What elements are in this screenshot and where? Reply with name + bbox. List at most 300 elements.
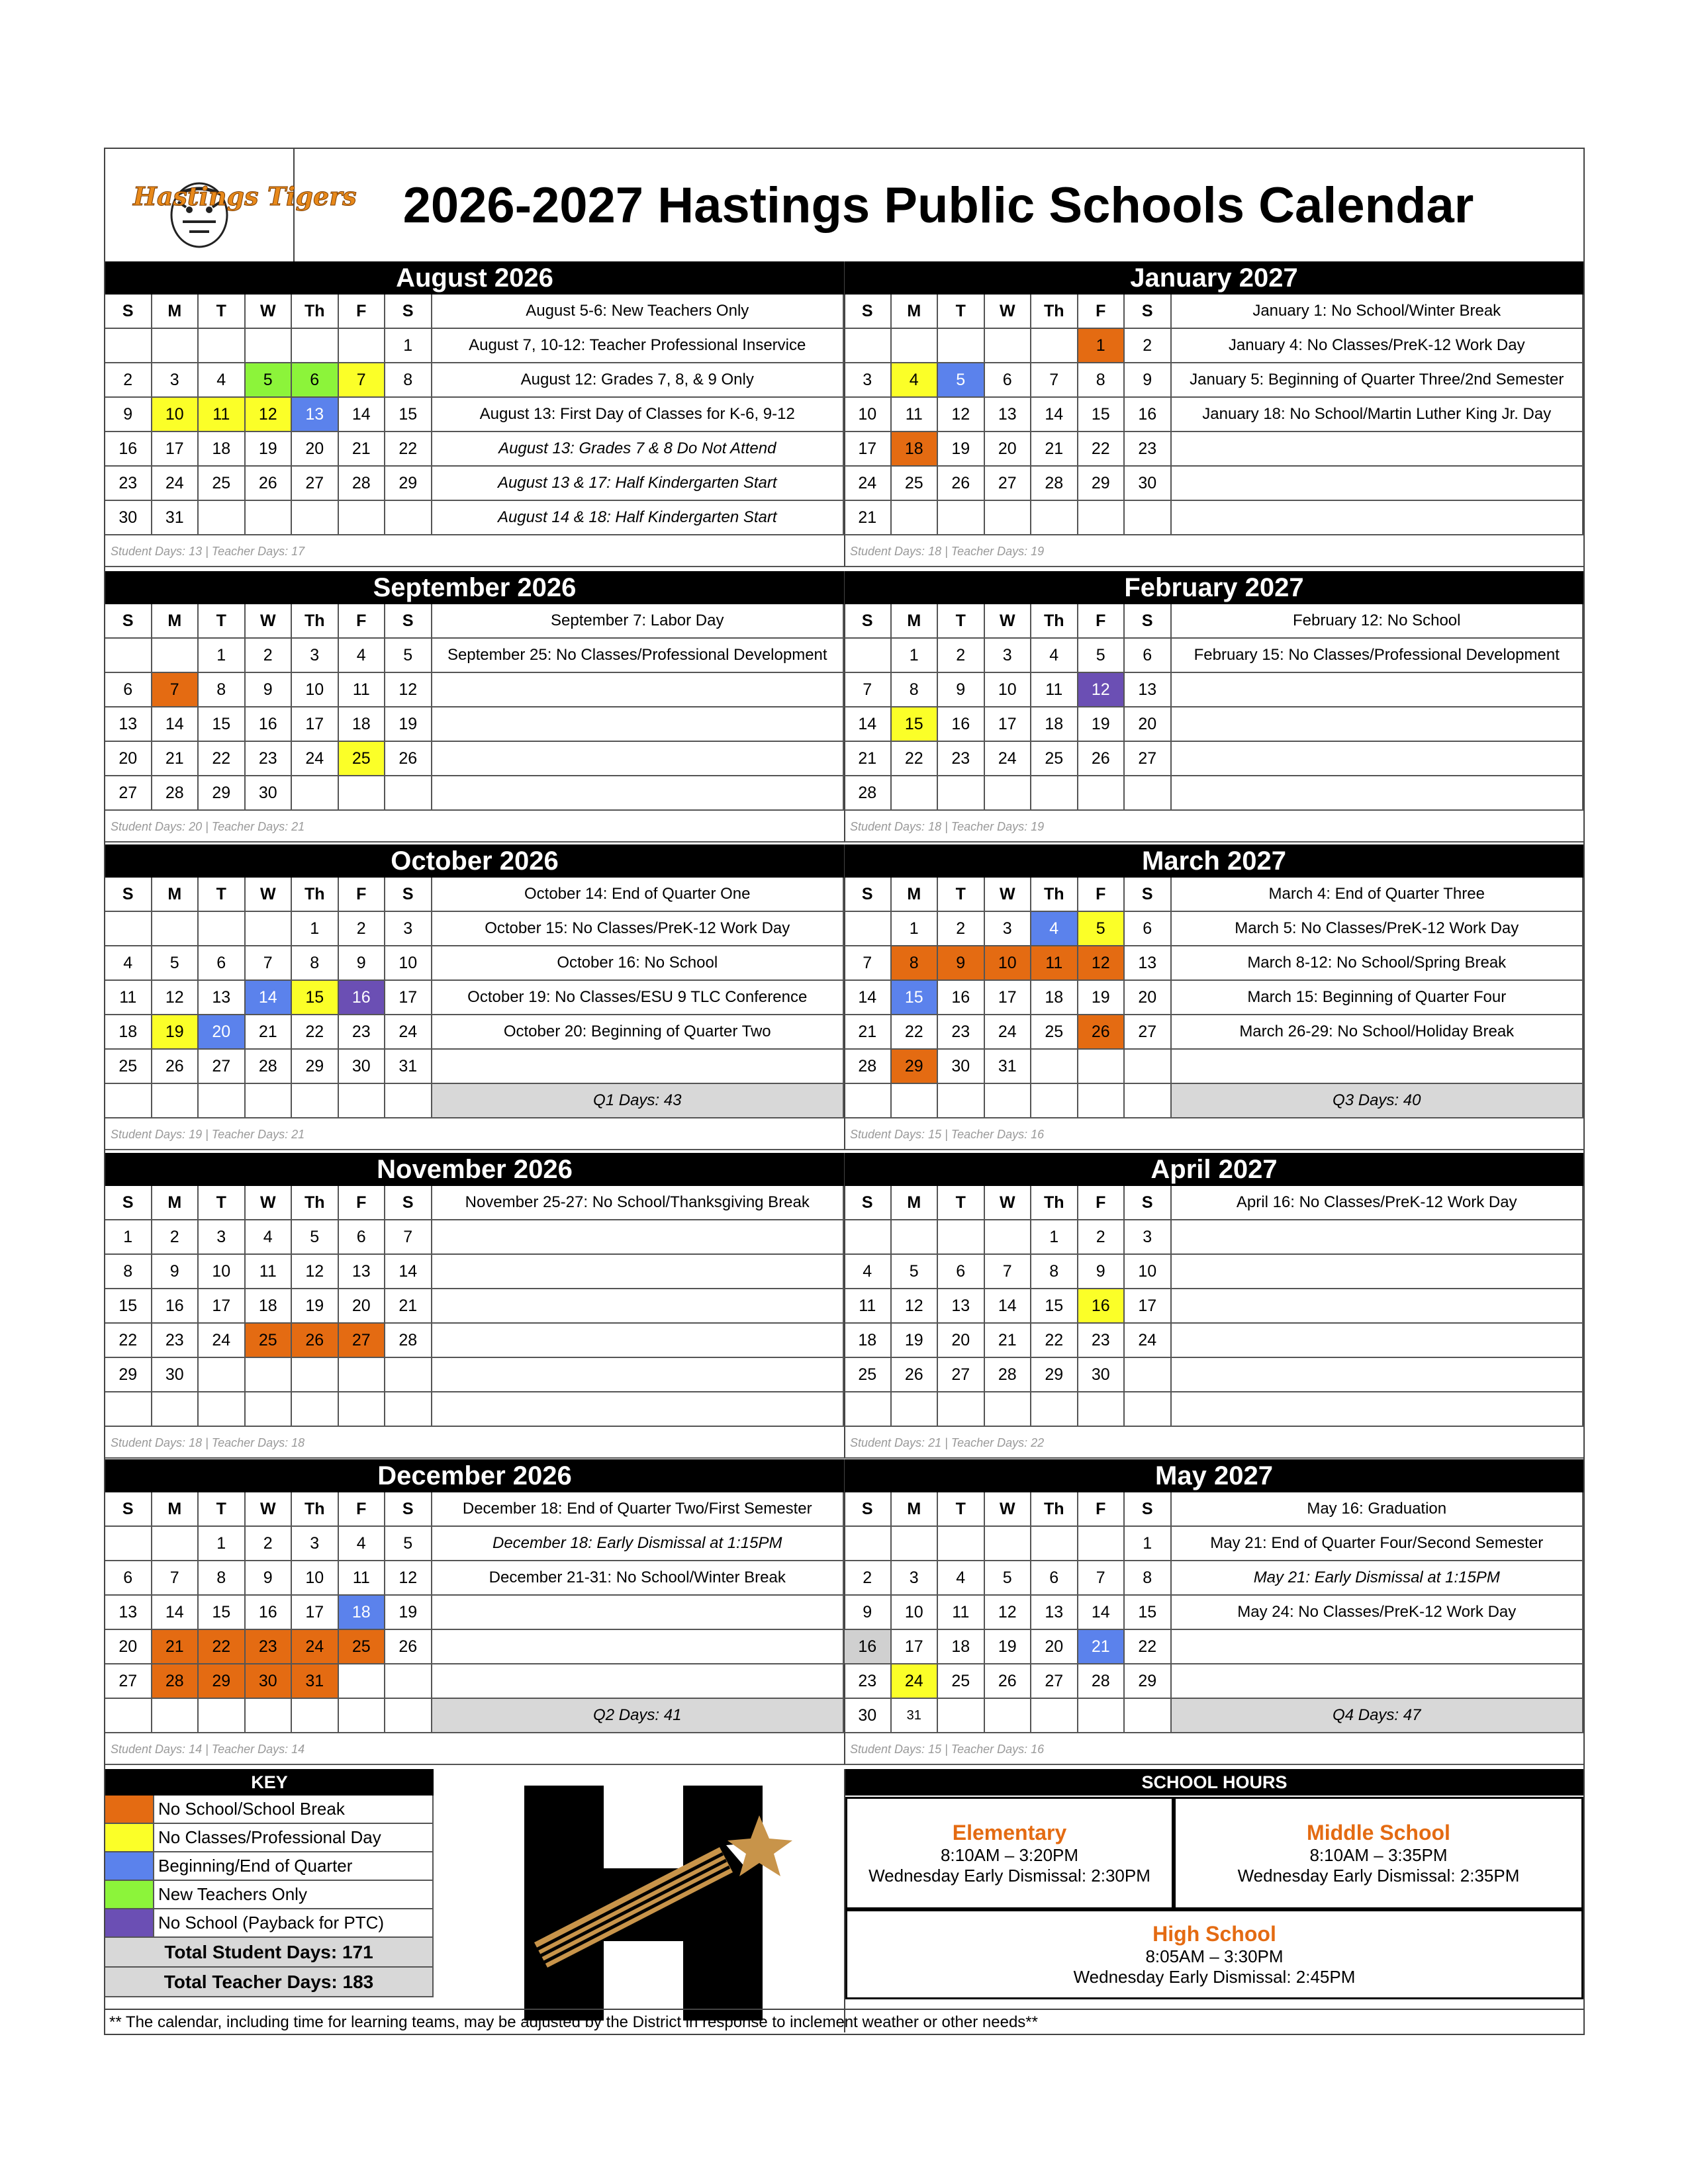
day-cell: 4 [246,1220,293,1255]
day-cell: 23 [938,1015,985,1050]
day-cell: 21 [152,742,199,776]
empty-day-cell [892,1527,939,1561]
event-text: March 4: End of Quarter Three [1172,878,1584,912]
empty-day-cell [105,1392,152,1427]
empty-day-cell [292,776,339,811]
weekday-header: S [1125,295,1172,329]
day-cell: 3 [985,912,1032,946]
month-title: March 2027 [845,844,1583,878]
event-text: April 16: No Classes/PreK-12 Work Day [1172,1186,1584,1220]
day-cell: 24 [1125,1324,1172,1358]
event-text: January 18: No School/Martin Luther King Jr. Day [1172,398,1584,432]
event-text: December 18: End of Quarter Two/First Semester [432,1492,845,1527]
event-text: October 14: End of Quarter One [432,878,845,912]
weekday-header: S [385,1492,432,1527]
empty-day-cell [985,329,1032,363]
day-cell: 26 [892,1358,939,1392]
day-cell: 15 [1125,1596,1172,1630]
weekday-header: S [1125,1492,1172,1527]
footnote: ** The calendar, including time for learning teams, may be adjusted by the District in response to inclement weather or other needs** [105,2009,1583,2035]
day-cell: 12 [385,673,432,707]
day-cell: 25 [1031,742,1078,776]
empty-day-cell [1125,1699,1172,1733]
day-cell: 13 [938,1289,985,1324]
day-cell: 9 [105,398,152,432]
day-cell: 1 [892,639,939,673]
empty-day-cell [105,1699,152,1733]
event-text [432,1664,845,1699]
day-cell: 27 [339,1324,386,1358]
day-cell: 2 [246,1527,293,1561]
event-text [1172,742,1584,776]
weekday-header: F [339,295,386,329]
weekday-header: M [152,604,199,639]
day-cell: 27 [105,776,152,811]
key-swatch [105,1824,154,1851]
weekday-header: S [385,1186,432,1220]
event-text [1172,673,1584,707]
month-november-2026 [105,1153,845,1459]
day-cell: 11 [105,981,152,1015]
day-cell: 29 [892,1050,939,1084]
day-cell: 11 [1031,673,1078,707]
day-cell: 1 [385,329,432,363]
month-march-2027 [845,844,1583,1150]
empty-day-cell [105,1084,152,1118]
day-cell: 23 [105,467,152,501]
day-cell: 31 [985,1050,1032,1084]
day-cell: 28 [246,1050,293,1084]
key-swatch [105,1852,154,1880]
day-cell: 10 [199,1255,246,1289]
day-cell: 14 [1031,398,1078,432]
empty-day-cell [845,639,892,673]
day-cell: 1 [1125,1527,1172,1561]
key-label: No Classes/Professional Day [154,1824,434,1851]
day-cell: 21 [1078,1630,1125,1664]
day-cell: 24 [152,467,199,501]
day-cell: 6 [1125,912,1172,946]
empty-day-cell [105,329,152,363]
day-cell: 14 [246,981,293,1015]
day-cell: 18 [892,432,939,467]
day-cell: 4 [938,1561,985,1596]
day-cell: 15 [105,1289,152,1324]
empty-day-cell [1031,329,1078,363]
day-cell: 2 [105,363,152,398]
day-cell: 7 [339,363,386,398]
day-cell: 25 [339,742,386,776]
day-cell: 11 [845,1289,892,1324]
day-cell: 22 [1031,1324,1078,1358]
key-swatch [105,1909,154,1936]
empty-day-cell [246,501,293,535]
event-text: March 5: No Classes/PreK-12 Work Day [1172,912,1584,946]
day-cell: 6 [1125,639,1172,673]
day-cell: 6 [938,1255,985,1289]
day-cell: 20 [105,1630,152,1664]
key-label: Beginning/End of Quarter [154,1852,434,1880]
day-cell: 21 [152,1630,199,1664]
tiger-logo-icon [120,156,357,255]
day-cell: 15 [199,707,246,742]
key-label: New Teachers Only [154,1881,434,1908]
empty-day-cell [1078,1699,1125,1733]
day-cell: 31 [152,501,199,535]
month-title: August 2026 [105,261,844,295]
empty-day-cell [892,1220,939,1255]
empty-day-cell [339,501,386,535]
empty-day-cell [152,329,199,363]
event-text [1172,1630,1584,1664]
day-cell: 5 [152,946,199,981]
day-cell: 14 [1078,1596,1125,1630]
quarter-days: Q1 Days: 43 [432,1084,845,1118]
day-cell: 19 [938,432,985,467]
empty-day-cell [105,1527,152,1561]
color-key [105,1769,434,1997]
key-swatch [105,1881,154,1908]
weekday-header: S [105,295,152,329]
day-cell: 23 [246,1630,293,1664]
day-cell: 18 [246,1289,293,1324]
day-cell: 13 [985,398,1032,432]
event-text [1172,432,1584,467]
day-cell: 27 [985,467,1032,501]
day-cell: 22 [892,1015,939,1050]
day-cell: 19 [1078,981,1125,1015]
day-cell: 12 [152,981,199,1015]
day-cell: 5 [985,1561,1032,1596]
empty-day-cell [938,1527,985,1561]
weekday-header: W [246,1492,293,1527]
empty-day-cell [339,1084,386,1118]
day-cell: 12 [246,398,293,432]
day-cell: 26 [385,1630,432,1664]
event-text [1172,1324,1584,1358]
day-cell: 13 [105,1596,152,1630]
weekday-header: M [152,1492,199,1527]
high-school-hours [845,1909,1583,1999]
empty-day-cell [339,776,386,811]
day-cell: 8 [105,1255,152,1289]
event-text: August 13 & 17: Half Kindergarten Start [432,467,845,501]
empty-day-cell [845,912,892,946]
weekday-header: F [339,604,386,639]
day-cell: 11 [339,1561,386,1596]
day-cell: 21 [845,501,892,535]
day-cell: 25 [938,1664,985,1699]
day-cell: 8 [292,946,339,981]
month-title: November 2026 [105,1153,844,1186]
day-cell: 12 [938,398,985,432]
event-text [432,1596,845,1630]
key-label: No School (Payback for PTC) [154,1909,434,1936]
day-cell: 6 [339,1220,386,1255]
student-teacher-days: Student Days: 21 | Teacher Days: 22 [845,1427,1583,1459]
day-cell: 11 [339,673,386,707]
weekday-header: M [152,1186,199,1220]
event-text: January 4: No Classes/PreK-12 Work Day [1172,329,1584,363]
event-text: October 16: No School [432,946,845,981]
empty-day-cell [199,1392,246,1427]
day-cell: 15 [1078,398,1125,432]
day-cell: 20 [339,1289,386,1324]
day-cell: 1 [199,639,246,673]
month-october-2026 [105,844,845,1150]
weekday-header: S [385,295,432,329]
event-text [432,742,845,776]
empty-day-cell [1125,1084,1172,1118]
day-cell: 22 [385,432,432,467]
day-cell: 25 [246,1324,293,1358]
student-teacher-days: Student Days: 15 | Teacher Days: 16 [845,1118,1583,1150]
quarter-days: Q2 Days: 41 [432,1699,845,1733]
event-text [432,1324,845,1358]
weekday-header: M [152,295,199,329]
day-cell: 24 [199,1324,246,1358]
day-cell: 8 [199,673,246,707]
day-cell: 17 [1125,1289,1172,1324]
high-school-early: Wednesday Early Dismissal: 2:45PM [1073,1966,1356,1987]
day-cell: 21 [246,1015,293,1050]
day-cell: 7 [845,946,892,981]
day-cell: 5 [292,1220,339,1255]
day-cell: 13 [1031,1596,1078,1630]
weekday-header: M [892,1186,939,1220]
day-cell: 1 [1078,329,1125,363]
event-text: August 12: Grades 7, 8, & 9 Only [432,363,845,398]
empty-day-cell [385,776,432,811]
empty-day-cell [1031,1527,1078,1561]
day-cell: 31 [892,1699,939,1733]
day-cell: 6 [105,673,152,707]
empty-day-cell [1125,1050,1172,1084]
empty-day-cell [985,1220,1032,1255]
day-cell: 10 [292,1561,339,1596]
high-school-name: High School [1152,1921,1276,1946]
day-cell: 5 [892,1255,939,1289]
day-cell: 21 [1031,432,1078,467]
weekday-header: Th [292,1492,339,1527]
quarter-days: Q3 Days: 40 [1172,1084,1584,1118]
empty-day-cell [1031,1699,1078,1733]
month-title: April 2027 [845,1153,1583,1186]
event-text: January 1: No School/Winter Break [1172,295,1584,329]
day-cell: 3 [892,1561,939,1596]
weekday-header: S [1125,604,1172,639]
empty-day-cell [292,1392,339,1427]
weekday-header: T [938,1492,985,1527]
day-cell: 6 [105,1561,152,1596]
weekday-header: Th [1031,604,1078,639]
weekday-header: T [199,604,246,639]
empty-day-cell [1031,1392,1078,1427]
weekday-header: Th [1031,1492,1078,1527]
weekday-header: S [385,878,432,912]
tigers-logo [105,149,357,261]
day-cell: 1 [105,1220,152,1255]
day-cell: 19 [152,1015,199,1050]
empty-day-cell [292,329,339,363]
weekday-header: Th [292,878,339,912]
day-cell: 20 [1125,981,1172,1015]
day-cell: 20 [105,742,152,776]
empty-day-cell [1078,501,1125,535]
day-cell: 6 [199,946,246,981]
empty-day-cell [1078,1392,1125,1427]
day-cell: 10 [845,398,892,432]
day-cell: 8 [1125,1561,1172,1596]
event-text [1172,1664,1584,1699]
day-cell: 10 [292,673,339,707]
day-cell: 9 [938,673,985,707]
event-text [432,673,845,707]
day-cell: 12 [1078,946,1125,981]
event-text: December 21-31: No School/Winter Break [432,1561,845,1596]
day-cell: 15 [292,981,339,1015]
day-cell: 30 [246,776,293,811]
empty-day-cell [938,1699,985,1733]
day-cell: 31 [292,1664,339,1699]
empty-day-cell [985,1084,1032,1118]
high-school-time: 8:05AM – 3:30PM [1145,1946,1284,1966]
day-cell: 27 [1031,1664,1078,1699]
day-cell: 16 [938,981,985,1015]
day-cell: 16 [339,981,386,1015]
weekday-header: W [246,295,293,329]
event-text: May 16: Graduation [1172,1492,1584,1527]
day-cell: 7 [1078,1561,1125,1596]
day-cell: 12 [292,1255,339,1289]
day-cell: 20 [985,432,1032,467]
empty-day-cell [938,1084,985,1118]
month-september-2026 [105,571,845,842]
day-cell: 18 [339,1596,386,1630]
day-cell: 3 [292,639,339,673]
weekday-header: Th [1031,1186,1078,1220]
day-cell: 26 [1078,742,1125,776]
calendar-sheet [104,148,1585,2035]
empty-day-cell [199,501,246,535]
event-text: May 24: No Classes/PreK-12 Work Day [1172,1596,1584,1630]
day-cell: 7 [152,1561,199,1596]
day-cell: 22 [1125,1630,1172,1664]
weekday-header: W [985,1492,1032,1527]
weekday-header: M [152,878,199,912]
day-cell: 20 [1125,707,1172,742]
student-teacher-days: Student Days: 13 | Teacher Days: 17 [105,535,844,567]
empty-day-cell [246,329,293,363]
month-title: December 2026 [105,1459,844,1492]
weekday-header: T [938,878,985,912]
day-cell: 11 [1031,946,1078,981]
event-text [432,707,845,742]
empty-day-cell [292,1699,339,1733]
day-cell: 23 [246,742,293,776]
day-cell: 7 [985,1255,1032,1289]
event-text [432,1220,845,1255]
day-cell: 9 [1078,1255,1125,1289]
empty-day-cell [385,1392,432,1427]
empty-day-cell [1031,501,1078,535]
day-cell: 17 [292,1596,339,1630]
day-cell: 2 [938,639,985,673]
event-text [1172,1358,1584,1392]
day-cell: 3 [199,1220,246,1255]
empty-day-cell [845,1220,892,1255]
day-cell: 14 [339,398,386,432]
day-cell: 30 [845,1699,892,1733]
day-cell: 24 [892,1664,939,1699]
empty-day-cell [845,1527,892,1561]
day-cell: 22 [105,1324,152,1358]
day-cell: 7 [385,1220,432,1255]
day-cell: 5 [1078,639,1125,673]
day-cell: 22 [199,1630,246,1664]
day-cell: 7 [845,673,892,707]
day-cell: 26 [1078,1015,1125,1050]
empty-day-cell [892,501,939,535]
day-cell: 15 [385,398,432,432]
event-text: August 7, 10-12: Teacher Professional Inservice [432,329,845,363]
day-cell: 31 [385,1050,432,1084]
day-cell: 17 [892,1630,939,1664]
day-cell: 1 [892,912,939,946]
hours-title: SCHOOL HOURS [845,1769,1583,1796]
event-text [432,1358,845,1392]
empty-day-cell [985,1699,1032,1733]
day-cell: 8 [1078,363,1125,398]
day-cell: 15 [892,981,939,1015]
day-cell: 28 [1031,467,1078,501]
hastings-h-logo [435,1769,845,2032]
day-cell: 9 [246,1561,293,1596]
day-cell: 28 [385,1324,432,1358]
day-cell: 4 [199,363,246,398]
day-cell: 26 [246,467,293,501]
day-cell: 8 [199,1561,246,1596]
empty-day-cell [292,1358,339,1392]
event-text [1172,1255,1584,1289]
empty-day-cell [1125,1392,1172,1427]
day-cell: 22 [1078,432,1125,467]
month-grid [845,878,1583,1118]
day-cell: 27 [938,1358,985,1392]
student-teacher-days: Student Days: 18 | Teacher Days: 18 [105,1427,844,1459]
middle-school-hours [1174,1797,1583,1909]
middle-school-name: Middle School [1307,1820,1450,1844]
event-text [432,1630,845,1664]
header [105,149,1583,263]
day-cell: 30 [1125,467,1172,501]
day-cell: 15 [199,1596,246,1630]
day-cell: 5 [1078,912,1125,946]
event-text [1172,1392,1584,1427]
day-cell: 26 [385,742,432,776]
day-cell: 3 [152,363,199,398]
day-cell: 18 [339,707,386,742]
day-cell: 18 [845,1324,892,1358]
day-cell: 14 [845,981,892,1015]
student-teacher-days: Student Days: 15 | Teacher Days: 16 [845,1733,1583,1765]
day-cell: 29 [1078,467,1125,501]
weekday-header: Th [1031,878,1078,912]
empty-day-cell [1125,501,1172,535]
day-cell: 13 [292,398,339,432]
day-cell: 28 [985,1358,1032,1392]
weekday-header: F [339,878,386,912]
